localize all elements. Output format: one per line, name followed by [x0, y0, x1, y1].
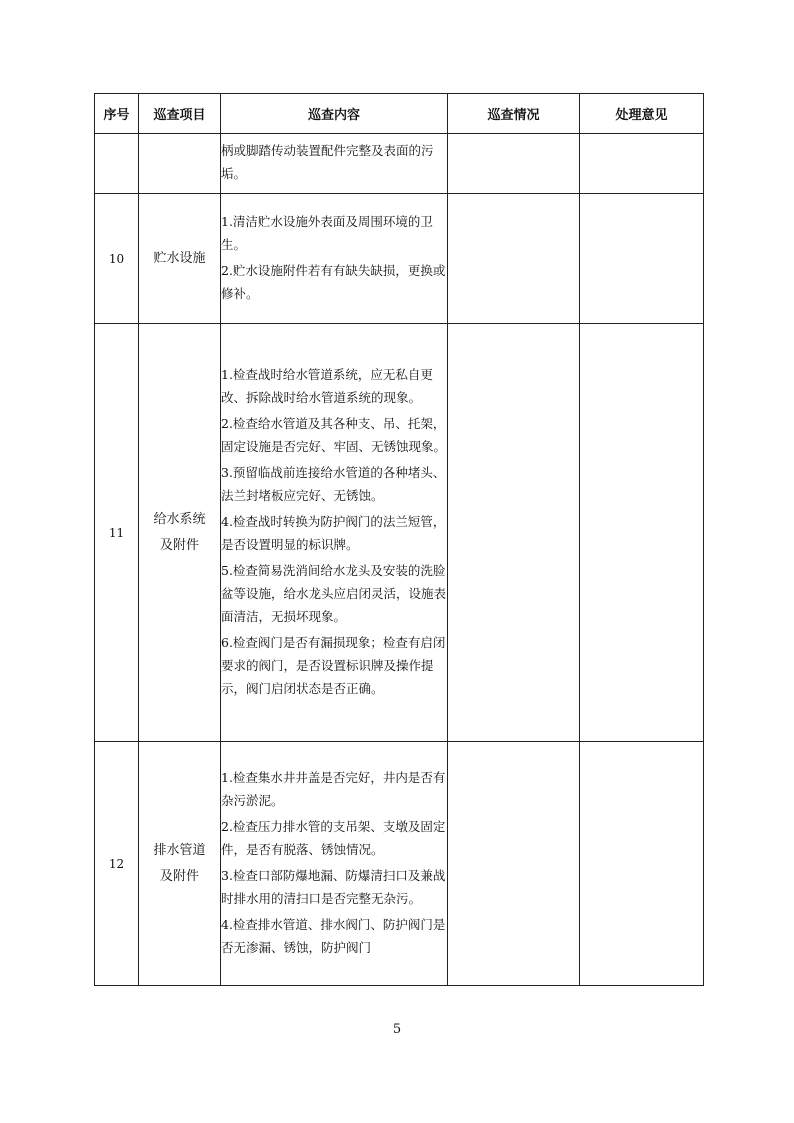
header-item: 巡查项目: [139, 94, 221, 134]
content-line: 3.检查口部防爆地漏、防爆清扫口及兼战时排水用的清扫口是否完整无杂污。: [221, 867, 446, 906]
table-header-row: [95, 94, 704, 134]
row-content: [221, 742, 448, 986]
row-item: [139, 134, 221, 194]
row-content: [221, 134, 448, 194]
row-content: [221, 324, 448, 742]
row-status-cell[interactable]: [448, 742, 580, 986]
content-line: 1.检查战时给水管道系统，应无私自更改、拆除战时给水管道系统的现象。: [221, 366, 433, 405]
row-seq: 10: [95, 194, 139, 324]
row-item: [139, 194, 221, 324]
content-line: 3.预留临战前连接给水管道的各种堵头、法兰封堵板应完好、无锈蚀。: [221, 464, 446, 503]
content-line: 2.检查压力排水管的支吊架、支墩及固定件，是否有脱落、锈蚀情况。: [221, 818, 446, 857]
inspection-table: [94, 93, 704, 986]
content-line: 1.检查集水井井盖是否完好，井内是否有杂污淤泥。: [221, 769, 446, 808]
content-line: 柄或脚踏传动装置配件完整及表面的污垢。: [221, 143, 434, 181]
row-opinion-cell[interactable]: [580, 742, 704, 986]
header-seq: 序号: [95, 94, 139, 134]
content-line: 6.检查阀门是否有漏损现象；检查有启闭要求的阀门，是否设置标识牌及操作提示，阀门启闭状态是否正确。: [221, 634, 446, 696]
table-row: [95, 742, 704, 986]
row-status-cell[interactable]: [448, 134, 580, 194]
row-content: [221, 194, 448, 324]
row-status-cell[interactable]: [448, 324, 580, 742]
table-row: [95, 134, 704, 194]
page-number: 5: [392, 1022, 402, 1037]
row-item-line: 及附件: [159, 868, 199, 884]
row-item-line: 排水管道: [153, 842, 206, 858]
row-item-line: 贮水设施: [153, 250, 206, 266]
content-line: 2.贮水设施附件若有有缺失缺损，更换或修补。: [221, 262, 446, 301]
content-line: 4.检查战时转换为防护阀门的法兰短管，是否设置明显的标识牌。: [221, 513, 446, 552]
header-status: 巡查情况: [448, 94, 580, 134]
header-opinion: 处理意见: [580, 94, 704, 134]
content-line: 4.检查排水管道、排水阀门、防护阀门是否无渗漏、锈蚀，防护阀门: [221, 916, 446, 955]
row-opinion-cell[interactable]: [580, 324, 704, 742]
row-item-line: 及附件: [159, 537, 199, 553]
row-item-line: 给水系统: [153, 511, 206, 527]
table-row: [95, 194, 704, 324]
table-row: [95, 324, 704, 742]
row-opinion-cell[interactable]: [580, 134, 704, 194]
row-item: [139, 742, 221, 986]
row-item: [139, 324, 221, 742]
row-seq: 11: [95, 324, 139, 742]
row-seq: 12: [95, 742, 139, 986]
row-seq: [95, 134, 139, 194]
row-status-cell[interactable]: [448, 194, 580, 324]
row-opinion-cell[interactable]: [580, 194, 704, 324]
content-line: 2.检查给水管道及其各种支、吊、托架，固定设施是否完好、牢固、无锈蚀现象。: [221, 415, 447, 454]
content-line: 1.清洁贮水设施外表面及周围环境的卫生。: [221, 213, 433, 252]
content-line: 5.检查简易洗消间给水龙头及安装的洗脸盆等设施，给水龙头应启闭灵活，设施表面清洁，无损坏现象。: [221, 562, 447, 624]
header-content: 巡查内容: [221, 94, 448, 134]
